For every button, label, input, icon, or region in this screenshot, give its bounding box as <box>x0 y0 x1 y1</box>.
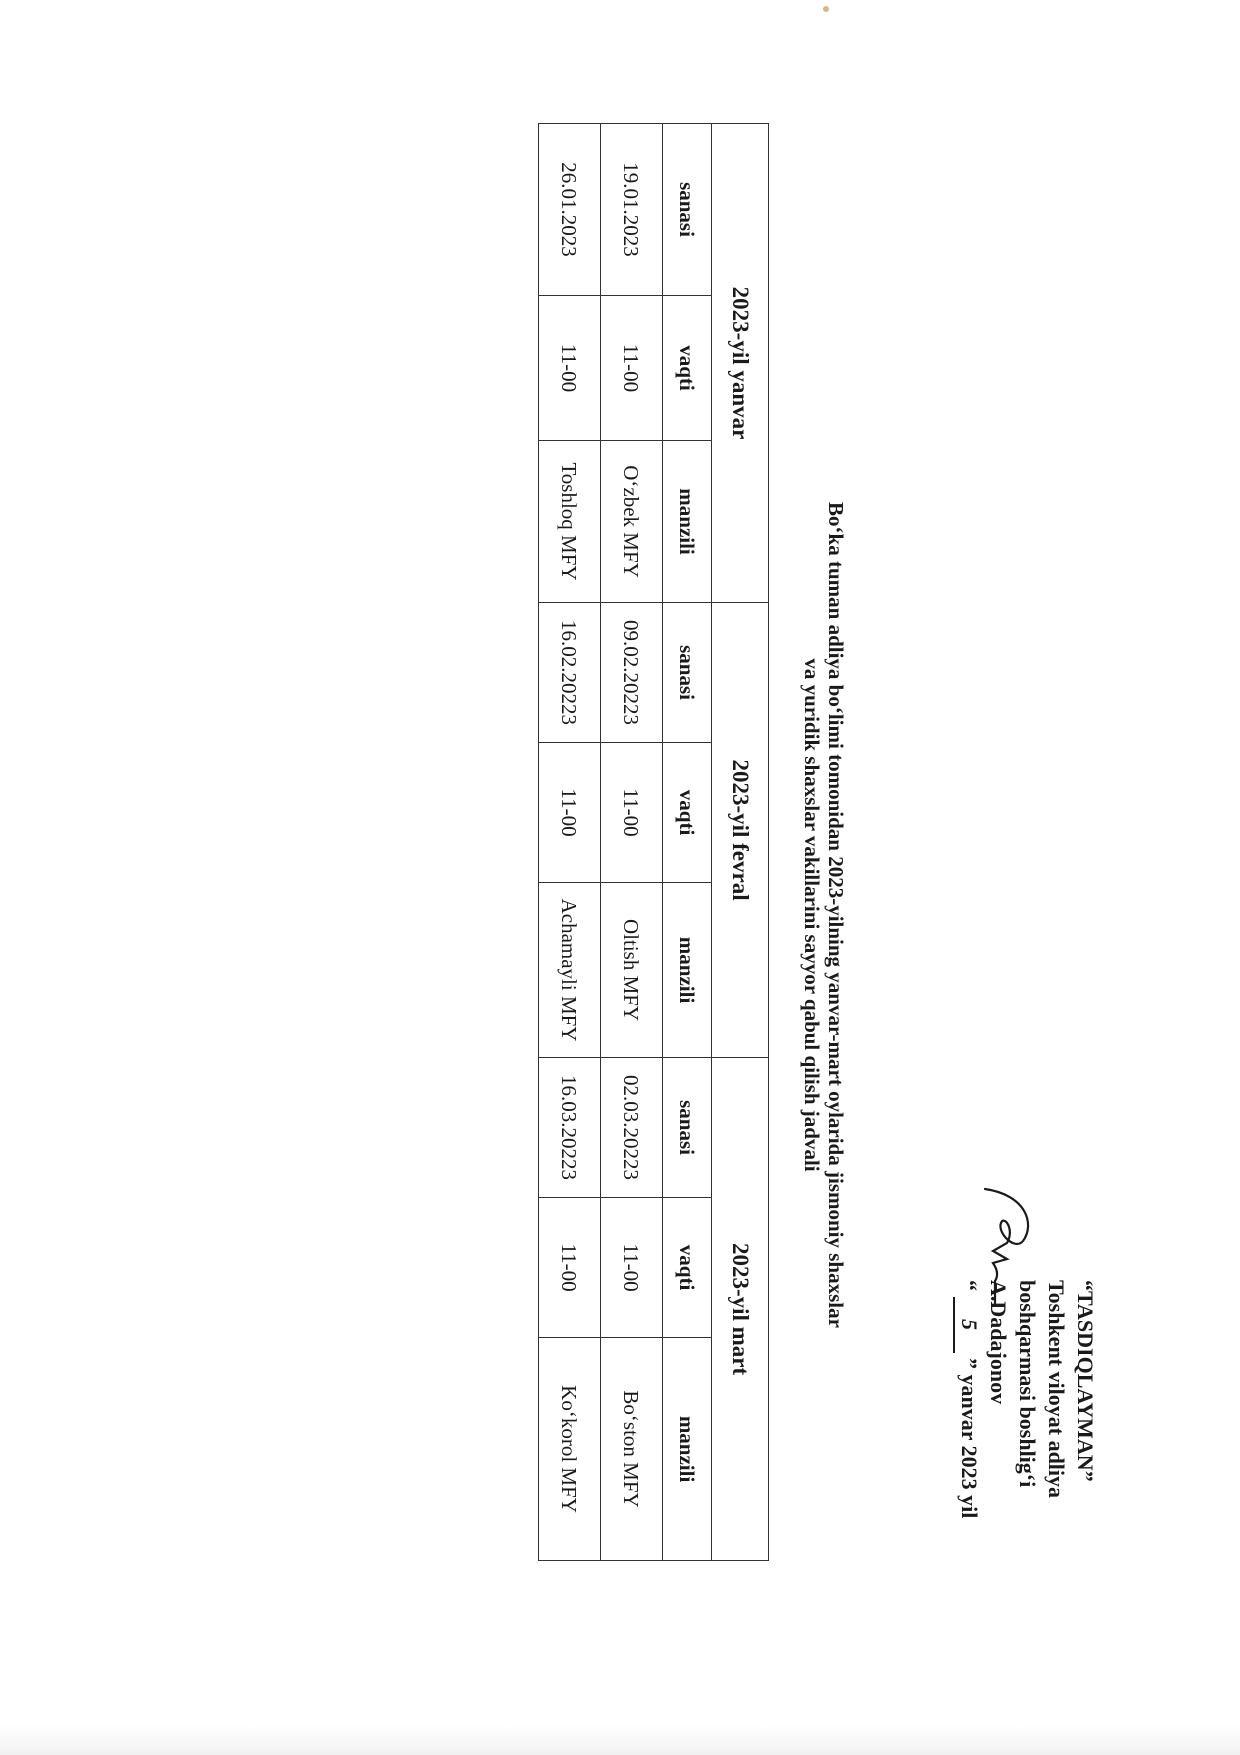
cell-date: 19.01.2023 <box>601 124 663 296</box>
cell-time: 11-00 <box>601 296 663 441</box>
cell-address: O‘zbek MFY <box>601 441 663 603</box>
approval-office-line-2: boshqarmasi boshlig‘i <box>1015 1280 1040 1488</box>
approval-date-day: 5 <box>953 1297 984 1353</box>
cell-time: 11-00 <box>539 1198 601 1338</box>
document-title-line-1: Bo‘ka tuman adliya bo‘limi tomonidan 2023-yilning yanvar-mart oylarida jismoniy shaxslar <box>824 502 848 1328</box>
approval-office-line-1: Toshkent viloyat adliya <box>1044 1280 1069 1499</box>
cell-date: 16.02.20223 <box>539 603 601 743</box>
column-header-address: manzili <box>663 883 712 1058</box>
handwritten-signature <box>967 1185 1037 1305</box>
cell-time: 11-00 <box>539 296 601 441</box>
cell-address: Toshloq MFY <box>539 441 601 603</box>
document-title <box>800 300 848 1530</box>
column-header-address: manzili <box>663 1338 712 1561</box>
cell-address: Achamayli MFY <box>539 883 601 1058</box>
column-header-time: vaqti <box>663 743 712 883</box>
document-title-line-2: va yuridik shaxslar vakillarini sayyor qabul qilish jadvali <box>800 658 824 1172</box>
month-header-march: 2023-yil mart <box>712 1058 769 1561</box>
approval-signature-line <box>984 1280 1013 1580</box>
approval-date-rest: ” yanvar 2023 yil <box>957 1358 982 1519</box>
schedule-table <box>538 123 769 1561</box>
column-header-date: sanasi <box>663 603 712 743</box>
column-header-time: vaqti <box>663 296 712 441</box>
approval-date <box>953 1280 984 1580</box>
cell-time: 11-00 <box>601 1198 663 1338</box>
month-header-january: 2023-yil yanvar <box>712 124 769 603</box>
table-row <box>601 124 663 1561</box>
cell-address: Ko‘korol MFY <box>539 1338 601 1561</box>
approval-signatory-name: A.Dadajonov <box>986 1280 1011 1405</box>
column-header-date: sanasi <box>663 1058 712 1198</box>
month-header-row <box>712 124 769 1561</box>
cell-time: 11-00 <box>539 743 601 883</box>
cell-address: Oltish MFY <box>601 883 663 1058</box>
month-header-february: 2023-yil fevral <box>712 603 769 1058</box>
column-header-time: vaqti <box>663 1198 712 1338</box>
cell-date: 09.02.20223 <box>601 603 663 743</box>
column-header-address: manzili <box>663 441 712 603</box>
column-header-row <box>663 124 712 1561</box>
cell-time: 11-00 <box>601 743 663 883</box>
approval-date-open-quote: “ <box>957 1280 982 1291</box>
column-header-date: sanasi <box>663 124 712 296</box>
cell-address: Bo‘ston MFY <box>601 1338 663 1561</box>
approval-block <box>953 1280 1100 1580</box>
cell-date: 26.01.2023 <box>539 124 601 296</box>
approval-stamp-word: “TASDIQLAYMAN” <box>1073 1280 1098 1482</box>
table-row <box>539 124 601 1561</box>
cell-date: 16.03.20223 <box>539 1058 601 1198</box>
cell-date: 02.03.20223 <box>601 1058 663 1198</box>
